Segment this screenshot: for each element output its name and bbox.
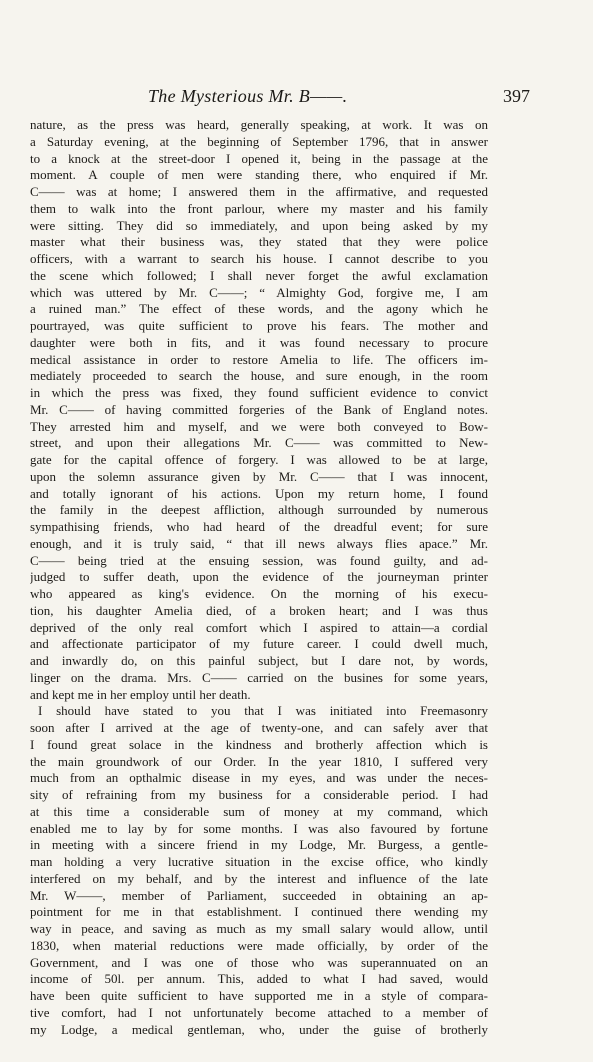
text-line: C—— being tried at the ensuing session, was found guilty, and ad- <box>30 552 488 568</box>
text-line: nature, as the press was heard, generally speaking, at work. It was on <box>30 117 488 132</box>
text-line: soon after I arrived at the age of twenty-one, and can safely aver that <box>30 720 488 735</box>
text-line: daughter were both in fits, and it was found necessary to procure <box>30 334 488 350</box>
text-line: interfered on my behalf, and by the interest and influence of the late <box>30 870 488 886</box>
page-number: 397 <box>503 86 530 106</box>
text-line: linger on the drama. Mrs. C—— carried on the busines for some years, <box>30 669 488 685</box>
text-line: upon the solemn assurance given by Mr. C—— that I was innocent, <box>30 468 488 484</box>
text-line: were sitting. They did so immediately, and upon being asked by my <box>30 217 488 233</box>
text-line: 1830, when material reductions were made officially, by order of the <box>30 937 488 953</box>
text-line: have been quite sufficient to have supported me in a style of compara- <box>30 988 488 1003</box>
text-line: in which the press was fixed, they found sufficient evidence to convict <box>30 385 488 400</box>
text-line: sity of refraining from my business for a considerable period. I had <box>30 787 488 802</box>
text-line: and affectionate participator of my future career. I could dwell much, <box>30 636 488 652</box>
text-line: who appeared as king's evidence. On the morning of his execu- <box>30 586 488 601</box>
text-line: and inwardly do, on this painful subject, but I dare not, by words, <box>30 653 488 668</box>
text-line: my Lodge, a medical gentleman, who, under the guise of brotherly <box>30 1021 488 1037</box>
text-line: income of 50l. per annum. This, added to what I had saved, would <box>30 971 488 987</box>
running-title: The Mysterious Mr. B——. <box>148 86 348 106</box>
text-line: way in peace, and saving as much as my small salary would allow, until <box>30 921 488 936</box>
text-line: and totally ignorant of his actions. Upon my return home, I found <box>30 485 488 501</box>
text-line: Mr. C—— of having committed forgeries of the Bank of England notes. <box>30 401 488 417</box>
text-line: the scene which followed; I shall never forget the awful exclamation <box>30 267 488 283</box>
text-line: them to walk into the front parlour, where my master and his family <box>30 200 488 216</box>
text-line: medical assistance in order to restore Amelia to life. The officers im- <box>30 351 488 367</box>
text-line: at this time a considerable sum of money at my command, which <box>30 803 488 819</box>
text-line: street, and upon their allegations Mr. C—— was committed to New- <box>30 435 488 451</box>
text-line: They arrested him and myself, and we were both conveyed to Bow- <box>30 418 488 434</box>
text-line: the main groundwork of our Order. In the year 1810, I suffered very <box>30 753 488 769</box>
text-line: C—— was at home; I answered them in the affirmative, and requested <box>30 184 488 199</box>
text-line: enough, and it is truly said, “ that ill news always flies apace.” Mr. <box>30 535 488 551</box>
text-line: tion, his daughter Amelia died, of a broken heart; and I was thus <box>30 602 488 618</box>
page-header <box>30 86 530 110</box>
text-line: judged to suffer death, upon the evidence of the journeyman printer <box>30 569 488 585</box>
text-line: pourtrayed, was quite sufficient to prove his fears. The mother and <box>30 318 488 333</box>
body-text <box>30 117 488 1038</box>
text-line: which was uttered by Mr. C——; “ Almighty God, forgive me, I am <box>30 284 488 300</box>
text-line: enabled me to lay by for some months. I was also favoured by fortune <box>30 820 488 836</box>
text-line: pointment for me in that establishment. I continued there wending my <box>30 904 488 920</box>
text-line: in meeting with a sincere friend in my Lodge, Mr. Burgess, a gentle- <box>30 837 488 853</box>
text-line: to a knock at the street-door I opened it, being in the passage at the <box>30 150 488 166</box>
text-line: tive comfort, had I not unfortunately become attached to a member of <box>30 1004 488 1020</box>
text-line: I found great solace in the kindness and brotherly affection which is <box>30 736 488 752</box>
text-line: gate for the capital offence of forgery. I was allowed to be at large, <box>30 452 488 467</box>
text-line: sympathising friends, who had heard of the dreadful event; for sure <box>30 519 488 534</box>
text-line: master what their business was, they stated that they were police <box>30 234 488 250</box>
text-line: the family in the deepest affliction, although surrounded by numerous <box>30 502 488 518</box>
text-line: officers, with a warrant to search his house. I cannot describe to you <box>30 251 488 266</box>
text-line: deprived of the only real comfort which I aspired to attain—a cordial <box>30 619 488 635</box>
text-line: a Saturday evening, at the beginning of September 1796, that in answer <box>30 133 488 149</box>
text-line: a ruined man.” The effect of these words, and the agony which he <box>30 301 488 317</box>
text-line: Mr. W——, member of Parliament, succeeded in obtaining an ap- <box>30 887 488 903</box>
text-line: I should have stated to you that I was initiated into Freemasonry <box>38 703 488 719</box>
text-line: Government, and I was one of those who was superannuated on an <box>30 954 488 970</box>
text-line: man holding a very lucrative situation in the excise office, who kindly <box>30 854 488 869</box>
text-line: much from an opthalmic disease in my eyes, and was under the neces- <box>30 770 488 786</box>
text-line: mediately proceeded to search the house, and sure enough, in the room <box>30 368 488 384</box>
text-line: moment. A couple of men were standing there, who enquired if Mr. <box>30 167 488 183</box>
text-line: and kept me in her employ until her death. <box>30 686 251 702</box>
